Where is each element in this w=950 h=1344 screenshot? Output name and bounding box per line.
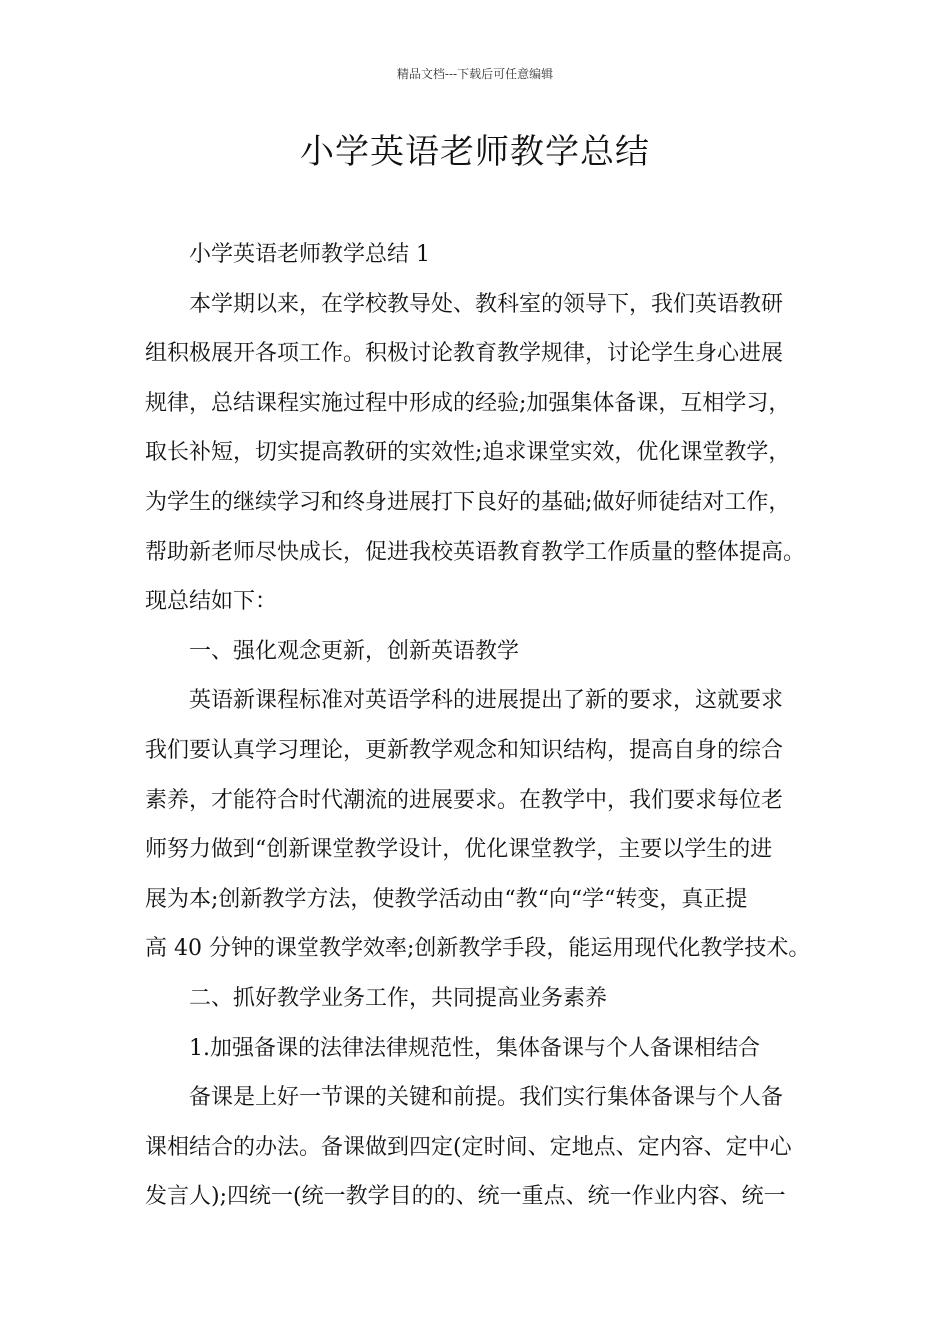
paragraph-line: 1.加强备课的法律法律规范性，集体备课与个人备课相结合 [189, 1035, 760, 1061]
paragraph-line: 二、抓好教学业务工作，共同提高业务素养 [189, 985, 608, 1011]
paragraph-line: 英语新课程标准对英语学科的进展提出了新的要求，这就要求 [189, 688, 784, 714]
paragraph-line: 备课是上好一节课的关键和前提。我们实行集体备课与个人备 [189, 1085, 784, 1111]
paragraph-line: 师努力做到“创新课堂教学设计，优化课堂教学，主要以学生的进 [145, 837, 773, 863]
paragraph-line: 取长补短，切实提高教研的实效性;追求课堂实效，优化课堂教学， [145, 440, 791, 466]
paragraph-line: 发言人);四统一(统一教学目的的、统一重点、统一作业内容、统一 [145, 1184, 786, 1210]
document-body [145, 230, 810, 1222]
paragraph-line: 展为本;创新教学方法，使教学活动由“教“向“学“转变，真正提 [145, 886, 748, 912]
paragraph-line: 规律，总结课程实施过程中形成的经验;加强集体备课，互相学习， [145, 390, 791, 416]
paragraph-line: 一、强化观念更新，创新英语教学 [189, 638, 520, 664]
paragraph-line: 本学期以来，在学校教导处、教科室的领导下，我们英语教研 [189, 291, 784, 317]
page-watermark: 精品文档---下载后可任意编辑 [396, 67, 554, 81]
paragraph-line: 组积极展开各项工作。积极讨论教育教学规律，讨论学生身心进展 [145, 341, 784, 367]
paragraph-line: 帮助新老师尽快成长，促进我校英语教育教学工作质量的整体提高。 [145, 539, 806, 565]
paragraph-line: 我们要认真学习理论，更新教学观念和知识结构，提高自身的综合 [145, 737, 784, 763]
paragraph-line: 素养，才能符合时代潮流的进展要求。在教学中，我们要求每位老 [145, 787, 784, 813]
paragraph-line: 小学英语老师教学总结 1 [189, 242, 430, 267]
paragraph-line: 高 40 分钟的课堂教学效率;创新教学手段，能运用现代化教学技术。 [145, 936, 811, 962]
paragraph-line: 课相结合的办法。备课做到四定(定时间、定地点、定内容、定中心 [145, 1134, 792, 1160]
document-title: 小学英语老师教学总结 [300, 132, 650, 172]
paragraph-line: 为学生的继续学习和终身进展打下良好的基础;做好师徒结对工作， [145, 489, 791, 515]
paragraph-line: 现总结如下： [145, 589, 278, 615]
